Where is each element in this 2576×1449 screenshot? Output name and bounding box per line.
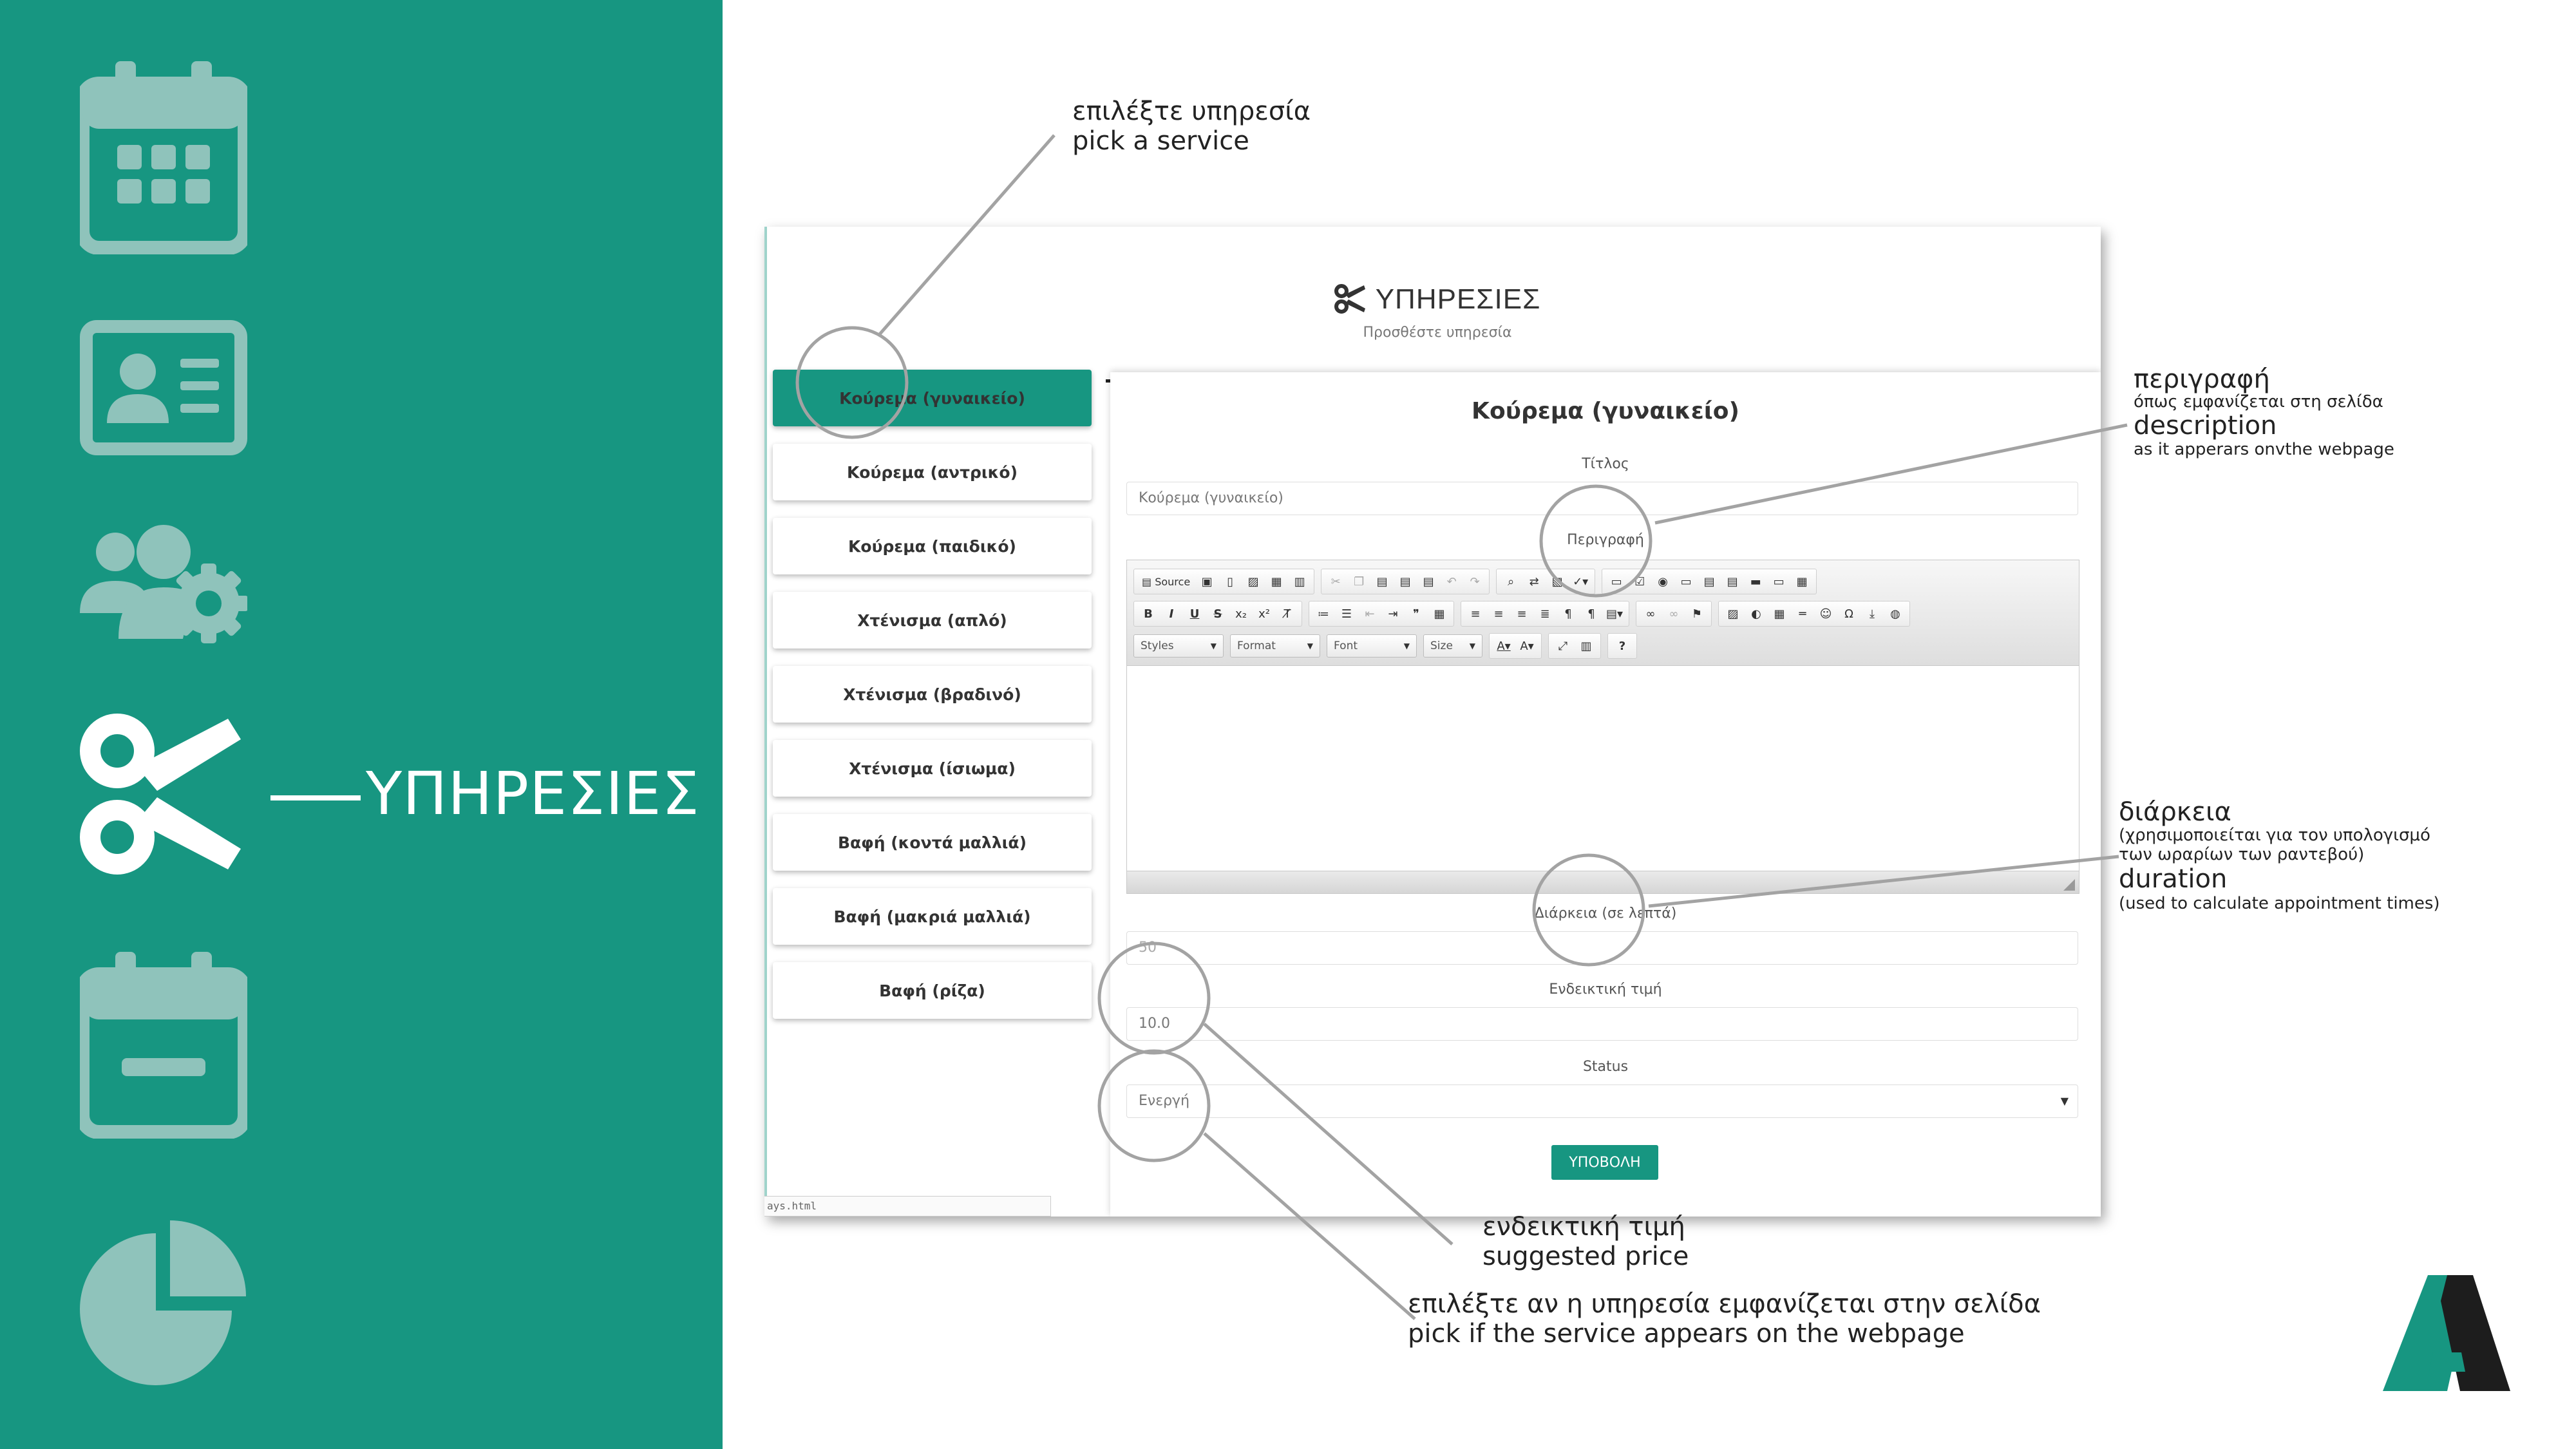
outdent-icon[interactable]: ⇤ [1365, 607, 1375, 621]
show-blocks-icon[interactable]: ▥ [1580, 639, 1592, 653]
page-subtitle: Προσθέστε υπηρεσία [1363, 325, 1512, 341]
styles-label: Styles [1141, 639, 1174, 652]
anchor-icon[interactable]: ⚑ [1691, 607, 1703, 621]
title-input[interactable]: Κούρεμα (γυναικείο) [1126, 482, 2078, 515]
select-field-icon[interactable]: ▤ [1727, 574, 1738, 589]
service-list [773, 370, 1092, 1036]
source-label: Source [1155, 575, 1191, 588]
annotation-status-gr: επιλέξτε αν η υπηρεσία εμφανίζεται στην σελίδα [1408, 1289, 2041, 1319]
editor-content-area[interactable] [1127, 666, 2079, 871]
annotation-price-gr: ενδεικτική τιμή [1482, 1212, 1685, 1242]
align-right-icon[interactable]: ≡ [1517, 607, 1527, 621]
save-icon[interactable]: ▣ [1201, 574, 1213, 589]
pie-chart-icon[interactable] [80, 1220, 247, 1394]
editor-toolbar [1127, 560, 2079, 666]
toolbar-group [1607, 633, 1637, 659]
blockquote-icon[interactable]: ❞ [1413, 607, 1419, 621]
help-button[interactable]: ? [1618, 639, 1626, 653]
remove-format-icon[interactable]: T̸ [1283, 607, 1291, 621]
service-item[interactable]: Βαφή (κοντά μαλλιά) [773, 814, 1092, 871]
toolbar-group [1718, 601, 1910, 627]
toolbar-row-2 [1133, 599, 2072, 629]
strike-button[interactable]: S [1213, 607, 1222, 621]
toolbar-group [1548, 633, 1601, 659]
radio-icon[interactable]: ◉ [1658, 574, 1669, 589]
redo-icon[interactable]: ↷ [1470, 574, 1480, 589]
undo-icon[interactable]: ↶ [1446, 574, 1457, 589]
service-item[interactable]: Βαφή (μακριά μαλλιά) [773, 888, 1092, 945]
bulleted-list-icon[interactable]: ☰ [1341, 607, 1352, 621]
image-button-icon[interactable]: ▭ [1773, 574, 1785, 589]
description-label: Περιγραφή [1567, 532, 1644, 548]
format-label: Format [1237, 639, 1276, 652]
calendar-minus-icon[interactable] [80, 952, 247, 1139]
language-icon[interactable]: ▤▾ [1605, 607, 1624, 621]
chevron-down-icon: ▼ [2060, 1095, 2069, 1107]
price-input[interactable]: 10.0 [1126, 1007, 2078, 1041]
copy-icon[interactable]: ❐ [1354, 574, 1365, 589]
toolbar-group [1602, 569, 1817, 594]
table-icon[interactable]: ▦ [1774, 607, 1785, 621]
annotation-description-gr: περιγραφή [2134, 365, 2270, 394]
find-icon[interactable]: ⌕ [1508, 574, 1515, 589]
service-item[interactable]: Χτένισμα (ίσιωμα) [773, 740, 1092, 797]
screenshot-card [764, 227, 2101, 1217]
align-left-icon[interactable]: ≡ [1470, 607, 1481, 621]
source-button[interactable] [1138, 572, 1194, 591]
paste-word-icon[interactable]: ▤ [1423, 574, 1434, 589]
chevron-down-icon: ▼ [1469, 641, 1475, 650]
resize-handle-icon[interactable] [2063, 879, 2075, 891]
italic-button[interactable]: I [1169, 607, 1174, 621]
toolbar-group [1133, 569, 1314, 594]
textarea-icon[interactable]: ▤ [1703, 574, 1715, 589]
price-label: Ενδεικτική τιμή [1549, 981, 1662, 998]
subscript-button[interactable]: x₂ [1235, 607, 1247, 621]
service-item[interactable]: Χτένισμα (βραδινό) [773, 666, 1092, 723]
annotation-duration [2119, 799, 2440, 913]
size-label: Size [1430, 639, 1453, 652]
annotation-description-en: description [2134, 411, 2277, 440]
toolbar-group [1309, 601, 1454, 627]
service-item[interactable]: Κούρεμα (αντρικό) [773, 444, 1092, 500]
button-field-icon[interactable]: ▬ [1750, 574, 1761, 589]
div-container-icon[interactable]: ▦ [1434, 607, 1445, 621]
brand-logo [2383, 1275, 2512, 1391]
editor-footer [1127, 871, 2079, 893]
annotation-description-gr-sub: όπως εμφανίζεται στη σελίδα [2134, 392, 2383, 412]
annotation-status [1408, 1289, 2041, 1349]
annotation-description-en-sub: as it apperars onvthe webpage [2134, 440, 2394, 459]
align-center-icon[interactable]: ≡ [1493, 607, 1504, 621]
rtl-icon[interactable]: ¶ [1587, 607, 1595, 621]
page-title: ΥΠΗΡΕΣΙΕΣ [1106, 283, 1769, 316]
chevron-down-icon: ▼ [1210, 641, 1217, 650]
annotation-price [1482, 1212, 1689, 1271]
smiley-icon[interactable]: ☺ [1819, 607, 1832, 621]
annotation-service-gr: επιλέξτε υπηρεσία [1072, 97, 1311, 126]
duration-label: Διάρκεια (σε λεπτά) [1534, 905, 1677, 922]
horizontal-rule-icon[interactable]: ═ [1799, 607, 1806, 621]
service-form [1110, 372, 2101, 1217]
annotation-duration-en-sub: (used to calculate appointment times) [2119, 894, 2440, 913]
justify-icon[interactable]: ≣ [1540, 607, 1550, 621]
size-dropdown[interactable] [1423, 634, 1482, 658]
card-edge [764, 227, 767, 1217]
format-dropdown[interactable] [1230, 634, 1320, 658]
status-bar-url: ays.html [764, 1196, 1051, 1217]
font-dropdown[interactable] [1327, 634, 1417, 658]
select-all-icon[interactable]: ▧ [1551, 574, 1563, 589]
toolbar-group [1496, 569, 1595, 594]
service-item[interactable]: Βαφή (ρίζα) [773, 962, 1092, 1019]
card-header [1106, 260, 1769, 383]
annotation-duration-en: duration [2119, 864, 2228, 894]
annotation-service [1072, 97, 1311, 156]
indent-icon[interactable]: ⇥ [1388, 607, 1398, 621]
service-item[interactable]: Χτένισμα (απλό) [773, 592, 1092, 649]
templates-icon[interactable]: ▥ [1294, 574, 1305, 589]
nav-label-services: ΥΠΗΡΕΣΙΕΣ [270, 759, 683, 828]
status-label: Status [1582, 1059, 1629, 1075]
annotation-status-en: pick if the service appears on the webpage [1408, 1319, 1965, 1349]
service-item[interactable]: Κούρεμα (γυναικείο) [773, 370, 1092, 426]
toolbar-group [1321, 569, 1490, 594]
title-label: Τίτλος [1582, 456, 1629, 472]
page-break-icon[interactable]: ⤓ [1870, 607, 1875, 621]
annotation-price-en: suggested price [1482, 1242, 1689, 1271]
numbered-list-icon[interactable]: ≔ [1318, 607, 1329, 621]
duration-input[interactable]: 50 [1126, 931, 2078, 965]
paste-text-icon[interactable]: ▤ [1399, 574, 1411, 589]
spellcheck-icon[interactable]: ✓▾ [1573, 574, 1589, 589]
paste-icon[interactable]: ▤ [1376, 574, 1388, 589]
annotation-duration-gr-sub1: (χρησιμοποιείται για τον υπολογισμό [2119, 826, 2430, 845]
chevron-down-icon: ▼ [1307, 641, 1313, 650]
service-item[interactable]: Κούρεμα (παιδικό) [773, 518, 1092, 574]
scissors-icon[interactable] [80, 714, 247, 875]
users-settings-icon[interactable] [80, 523, 247, 645]
annotation-duration-gr: διάρκεια [2119, 797, 2231, 827]
description-editor[interactable] [1126, 560, 2079, 894]
toolbar-group [1461, 601, 1629, 627]
chevron-down-icon: ▼ [1403, 641, 1410, 650]
flash-icon[interactable]: ◐ [1751, 607, 1761, 621]
link-icon[interactable]: ∞ [1645, 607, 1656, 621]
preview-icon[interactable]: ▨ [1247, 574, 1259, 589]
bold-button[interactable]: B [1144, 607, 1153, 621]
checkbox-icon[interactable]: ☑ [1634, 574, 1645, 589]
toolbar-row-3 [1133, 631, 2072, 661]
form-heading: Κούρεμα (γυναικείο) [1472, 398, 1739, 424]
scissors-icon [1334, 284, 1367, 314]
status-value: Ενεργή [1139, 1093, 1190, 1109]
contact-card-icon[interactable] [80, 320, 247, 455]
font-label: Font [1334, 639, 1358, 652]
special-char-icon[interactable]: Ω [1844, 607, 1853, 621]
toolbar-group [1636, 601, 1712, 627]
unlink-icon[interactable]: ∞ [1669, 607, 1679, 621]
styles-dropdown[interactable] [1133, 634, 1224, 658]
text-color-icon[interactable]: A▾ [1497, 639, 1511, 653]
cut-icon[interactable]: ✂ [1331, 574, 1341, 589]
annotation-duration-gr-sub2: των ωραρίων των ραντεβού) [2119, 845, 2365, 864]
source-icon: ▤ [1142, 575, 1155, 588]
status-select[interactable] [1126, 1084, 2078, 1118]
replace-icon[interactable]: ⇄ [1529, 574, 1539, 589]
toolbar-group [1133, 601, 1302, 627]
hidden-field-icon[interactable]: ▦ [1796, 574, 1808, 589]
form-icon[interactable]: ▭ [1611, 574, 1622, 589]
toolbar-group [1489, 633, 1542, 659]
textfield-icon[interactable]: ▭ [1680, 574, 1692, 589]
iframe-icon[interactable]: ◍ [1890, 607, 1900, 621]
background-color-icon[interactable]: A▾ [1520, 639, 1534, 653]
new-page-icon[interactable]: ▯ [1227, 574, 1234, 589]
image-icon[interactable]: ▨ [1727, 607, 1739, 621]
print-icon[interactable]: ▦ [1271, 574, 1282, 589]
sidebar [0, 0, 723, 1449]
annotation-service-en: pick a service [1072, 126, 1249, 156]
toolbar-row-1 [1133, 567, 2072, 596]
maximize-icon[interactable]: ⤢ [1558, 639, 1568, 653]
submit-button[interactable]: ΥΠΟΒΟΛΗ [1551, 1145, 1658, 1180]
superscript-button[interactable]: x² [1258, 607, 1270, 621]
calendar-grid-icon[interactable] [80, 61, 247, 254]
underline-button[interactable]: U [1189, 607, 1200, 621]
ltr-icon[interactable]: ¶ [1564, 607, 1572, 621]
annotation-description [2134, 366, 2394, 459]
